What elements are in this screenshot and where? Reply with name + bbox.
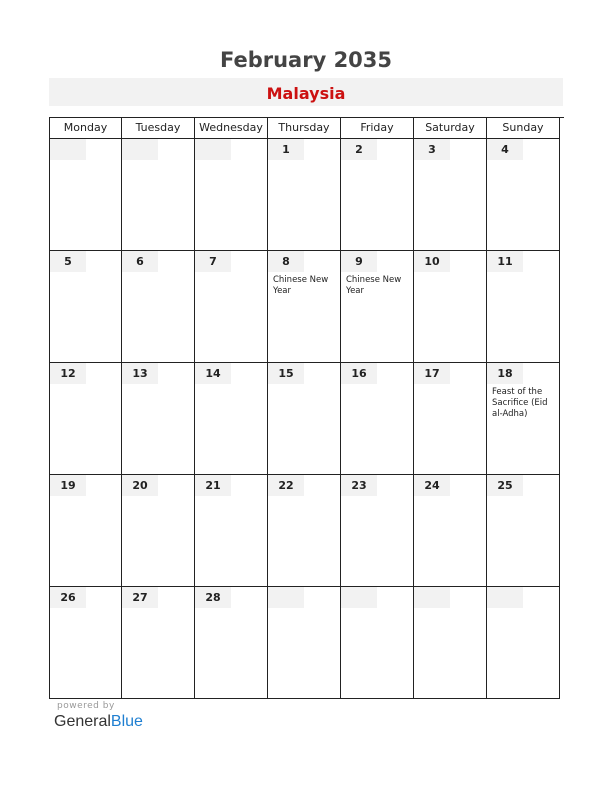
day-number: 25 [487, 475, 523, 496]
day-cell [268, 587, 341, 699]
week-row [50, 251, 564, 363]
weekday-header: Saturday [414, 118, 487, 139]
day-cell [414, 475, 487, 587]
day-cell [268, 475, 341, 587]
day-number [122, 139, 158, 160]
day-cell [195, 587, 268, 699]
day-number: 16 [341, 363, 377, 384]
day-cell [341, 139, 414, 251]
weekday-header-row [50, 118, 564, 139]
day-number [268, 587, 304, 608]
day-number: 24 [414, 475, 450, 496]
day-cell [487, 587, 560, 699]
page-title: February 2035 [219, 48, 393, 72]
day-number: 12 [50, 363, 86, 384]
week-row [50, 363, 564, 475]
day-number: 13 [122, 363, 158, 384]
day-cell [487, 251, 560, 363]
brand-blue: Blue [110, 713, 143, 730]
day-cell [50, 251, 122, 363]
week-row [50, 475, 564, 587]
brand-general: General [54, 713, 111, 730]
day-cell [268, 363, 341, 475]
day-number [50, 139, 86, 160]
day-cell [414, 251, 487, 363]
day-number: 21 [195, 475, 231, 496]
calendar-grid [49, 117, 564, 699]
day-cell [414, 587, 487, 699]
day-number: 28 [195, 587, 231, 608]
weekday-header: Thursday [268, 118, 341, 139]
holiday-label: Chinese New Year [273, 275, 329, 296]
day-number: 6 [122, 251, 158, 272]
brand-logo [54, 713, 143, 731]
day-number: 26 [50, 587, 86, 608]
weekday-header: Sunday [487, 118, 560, 139]
day-cell [268, 139, 341, 251]
weekday-header: Tuesday [122, 118, 195, 139]
day-cell [50, 363, 122, 475]
day-number: 10 [414, 251, 450, 272]
day-cell [487, 475, 560, 587]
day-number: 3 [414, 139, 450, 160]
day-number: 4 [487, 139, 523, 160]
country-name: Malaysia [266, 84, 346, 103]
week-row [50, 139, 564, 251]
day-cell [487, 363, 560, 475]
day-number [414, 587, 450, 608]
day-cell [414, 363, 487, 475]
day-number: 11 [487, 251, 523, 272]
day-number: 19 [50, 475, 86, 496]
day-cell [195, 139, 268, 251]
day-cell [341, 475, 414, 587]
day-cell [50, 587, 122, 699]
day-number: 8 [268, 251, 304, 272]
day-cell [268, 251, 341, 363]
day-cell [122, 587, 195, 699]
holiday-label: Chinese New Year [346, 275, 402, 296]
day-cell [195, 251, 268, 363]
day-cell [122, 363, 195, 475]
day-cell [122, 139, 195, 251]
day-number: 5 [50, 251, 86, 272]
day-number: 23 [341, 475, 377, 496]
day-cell [341, 587, 414, 699]
day-cell [341, 251, 414, 363]
day-number [487, 587, 523, 608]
weekday-header: Wednesday [195, 118, 268, 139]
day-cell [414, 139, 487, 251]
weekday-header: Friday [341, 118, 414, 139]
weekday-header: Monday [50, 118, 122, 139]
day-number: 20 [122, 475, 158, 496]
day-number: 14 [195, 363, 231, 384]
country-banner [49, 78, 563, 106]
day-cell [341, 363, 414, 475]
day-number: 22 [268, 475, 304, 496]
powered-by-text: powered by [57, 701, 115, 711]
calendar-weeks [50, 139, 564, 699]
day-cell [122, 475, 195, 587]
week-row [50, 587, 564, 699]
day-number: 7 [195, 251, 231, 272]
day-cell [195, 363, 268, 475]
day-number: 15 [268, 363, 304, 384]
day-number: 18 [487, 363, 523, 384]
day-number: 1 [268, 139, 304, 160]
day-number: 17 [414, 363, 450, 384]
day-number: 9 [341, 251, 377, 272]
day-cell [122, 251, 195, 363]
day-number: 27 [122, 587, 158, 608]
day-cell [50, 475, 122, 587]
day-cell [50, 139, 122, 251]
day-number [341, 587, 377, 608]
day-cell [195, 475, 268, 587]
day-cell [487, 139, 560, 251]
day-number [195, 139, 231, 160]
holiday-label: Feast of the Sacrifice (Eid al-Adha) [492, 387, 548, 419]
day-number: 2 [341, 139, 377, 160]
